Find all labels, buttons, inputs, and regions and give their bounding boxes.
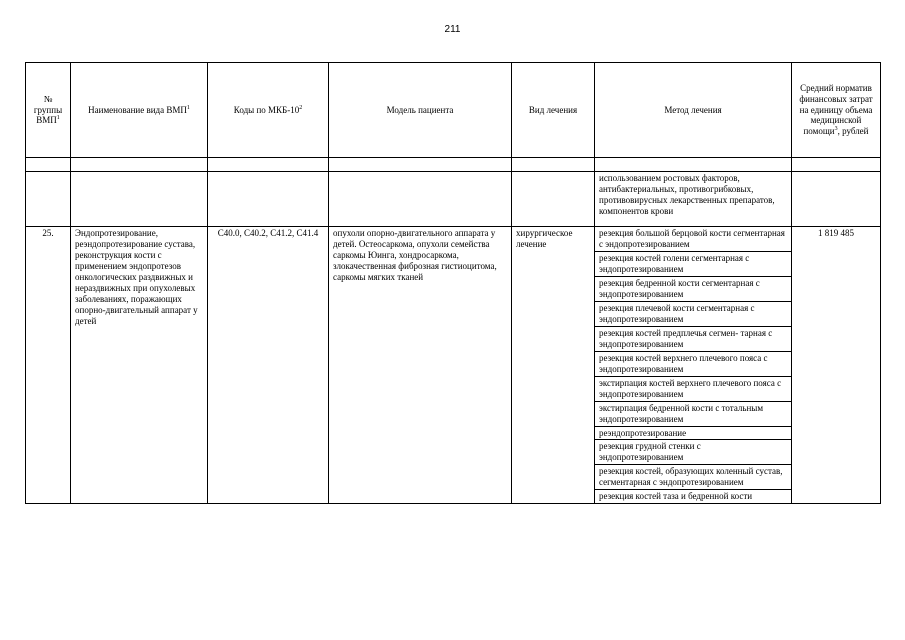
row-number: 25. [26, 227, 71, 504]
treatment-method: резекция костей предплечья сегмен- тарная с эндопротезированием [595, 326, 792, 351]
treatment-method: резекция большой берцовой кости сегментарная с эндопротезированием [595, 227, 792, 252]
treatment-method: резекция бедренной кости сегментарная с эндопротезированием [595, 276, 792, 301]
treatment-method: экстирпация бедренной кости с тотальным эндопротезированием [595, 401, 792, 426]
continuation-row [26, 172, 881, 227]
treatment-type: хирургическое лечение [512, 227, 595, 504]
patient-model: опухоли опорно-двигательного аппарата у детей. Остеосаркома, опухоли семейства саркомы Юинга, хондросаркома, злокачественная фиброзная гистиоцитома, саркомы мягких тканей [329, 227, 512, 504]
treatment-method: резекция костей, образующих коленный сустав, сегментарная с эндопротезированием [595, 465, 792, 490]
continuation-method: использованием ростовых факторов, антибактериальных, противогрибковых, противовирусных лекарственных препаратов, компонентов крови [595, 172, 792, 227]
vmp-name: Эндопротезирование, реэндопротезирование сустава, реконструкция кости с применением эндопротезов онкологических раздвижных и нераздвижных при опухолевых заболеваниях, поражающих опорно-двигательный аппарат у детей [71, 227, 208, 504]
treatment-method: экстирпация костей верхнего плечевого пояса с эндопротезированием [595, 376, 792, 401]
header-cost: Средний норматив финансовых затрат на единицу объема медицинской помощи$^3$, рублей [792, 63, 881, 158]
treatment-method: резекция костей таза и бедренной кости [595, 490, 792, 504]
vmp-table [25, 62, 881, 504]
cost-value: 1 819 485 [792, 227, 881, 504]
treatment-method: резекция костей верхнего плечевого пояса с эндопротезированием [595, 351, 792, 376]
header-method: Метод лечения [595, 63, 792, 158]
treatment-method: реэндопротезирование [595, 426, 792, 440]
treatment-method: резекция костей голени сегментарная с эндопротезированием [595, 251, 792, 276]
header-name: Наименование вида ВМП$^1$ [71, 63, 208, 158]
header-group: № группы ВМП$^1$ [26, 63, 71, 158]
header-type: Вид лечения [512, 63, 595, 158]
header-row [26, 63, 881, 158]
treatment-method: резекция плечевой кости сегментарная с эндопротезированием [595, 301, 792, 326]
page-number: 211 [444, 24, 461, 35]
treatment-method: резекция грудной стенки с эндопротезированием [595, 440, 792, 465]
table-row [26, 227, 881, 252]
spacer-row [26, 158, 881, 172]
header-codes: Коды по МКБ-$10^2$ [208, 63, 329, 158]
icd-codes: C40.0, C40.2, C41.2, C41.4 [208, 227, 329, 504]
header-model: Модель пациента [329, 63, 512, 158]
